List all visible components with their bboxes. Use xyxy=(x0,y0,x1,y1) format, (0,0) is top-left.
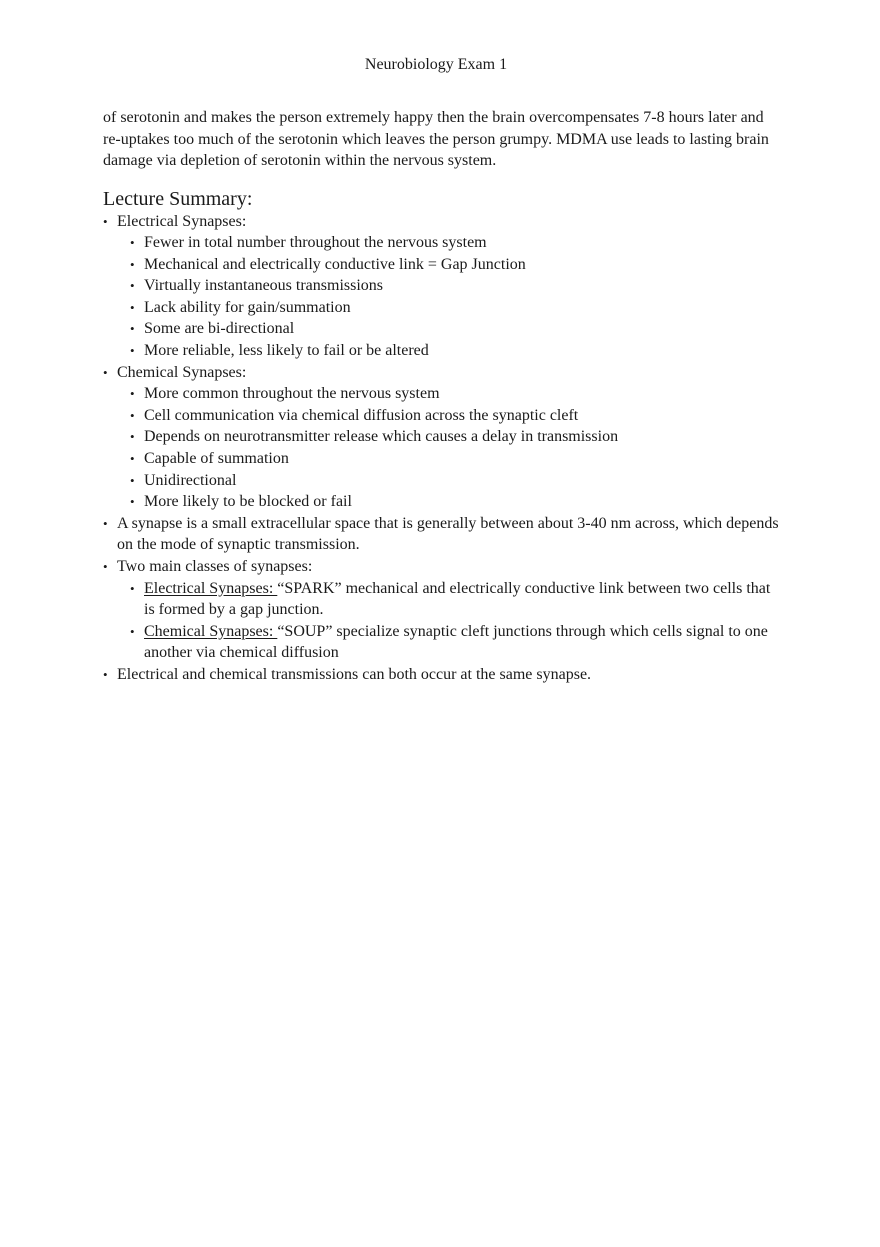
list-item xyxy=(130,426,783,448)
bullet-icon: • xyxy=(130,451,135,467)
bullet-icon: • xyxy=(130,278,135,294)
list-item-synapse-definition xyxy=(103,513,783,556)
list-item xyxy=(130,383,783,405)
list-item xyxy=(130,340,783,362)
list-item-text: More likely to be blocked or fail xyxy=(144,493,352,511)
list-item-text: Lack ability for gain/summation xyxy=(144,298,351,316)
list-item xyxy=(130,297,783,319)
list-item-label: Electrical Synapses: xyxy=(117,212,247,230)
list-item-text: A synapse is a small extracellular space that is generally between about 3-40 nm across, which depends on the mode of synaptic transmission. xyxy=(117,514,779,554)
list-item-text: Cell communication via chemical diffusion across the synaptic cleft xyxy=(144,406,579,424)
bullet-icon: • xyxy=(130,299,135,315)
list-item-label: Chemical Synapses: xyxy=(117,363,247,381)
list-item-label: Two main classes of synapses: xyxy=(117,558,313,575)
list-item xyxy=(130,470,783,492)
bullet-icon: • xyxy=(130,386,135,402)
bullet-icon: • xyxy=(130,580,135,596)
bullet-icon: • xyxy=(103,364,108,380)
page-content xyxy=(103,107,783,686)
list-item xyxy=(130,275,783,297)
list-item-text: Mechanical and electrically conductive link = Gap Junction xyxy=(144,255,526,273)
bullet-icon: • xyxy=(130,429,135,445)
list-item-text: Fewer in total number throughout the nervous system xyxy=(144,234,487,252)
chemical-sublist xyxy=(117,383,783,513)
list-item xyxy=(130,254,783,276)
electrical-sublist xyxy=(117,232,783,362)
term-description: “SOUP” specialize synaptic cleft junctions through which cells signal to one another via chemical diffusion xyxy=(144,622,768,662)
term-chemical: Chemical Synapses: xyxy=(144,622,278,640)
list-item xyxy=(130,232,783,254)
list-item-text: Electrical and chemical transmissions can both occur at the same synapse. xyxy=(117,665,592,683)
list-item xyxy=(130,448,783,470)
list-item-text: Capable of summation xyxy=(144,450,289,468)
bullet-icon: • xyxy=(130,623,135,639)
bullet-icon: • xyxy=(103,213,108,229)
list-item xyxy=(130,491,783,513)
term-description: “SPARK” mechanical and electrically conductive link between two cells that is formed by a gap junction. xyxy=(144,579,771,619)
classes-sublist xyxy=(117,578,783,664)
list-item-text: More reliable, less likely to fail or be altered xyxy=(144,342,429,360)
bullet-icon: • xyxy=(103,666,108,682)
section-title: Lecture Summary: xyxy=(103,187,253,210)
list-item xyxy=(130,405,783,427)
list-item-synapse-classes xyxy=(103,556,783,664)
bullet-icon: • xyxy=(130,407,135,423)
intro-paragraph: of serotonin and makes the person extremely happy then the brain overcompensates 7-8 hours later and re-uptakes too much of the serotonin which leaves the person grumpy. MDMA use leads to lasting brain damage via depletion of serotonin within the nervous system. xyxy=(103,109,769,169)
summary-list xyxy=(103,211,783,686)
bullet-icon: • xyxy=(130,321,135,337)
list-item-both-transmissions xyxy=(103,664,783,686)
list-item-text: More common throughout the nervous system xyxy=(144,385,440,403)
bullet-icon: • xyxy=(130,472,135,488)
list-item-chemical-class xyxy=(130,621,783,664)
bullet-icon: • xyxy=(130,343,135,359)
list-item-text: Unidirectional xyxy=(144,471,237,489)
list-item xyxy=(130,318,783,340)
list-item-text: Depends on neurotransmitter release which causes a delay in transmission xyxy=(144,428,619,446)
list-item-electrical-class xyxy=(130,578,783,621)
bullet-icon: • xyxy=(103,515,108,531)
list-item-electrical-synapses xyxy=(103,211,783,362)
term-electrical: Electrical Synapses: xyxy=(144,579,278,597)
bullet-icon: • xyxy=(130,256,135,272)
bullet-icon: • xyxy=(130,235,135,251)
bullet-icon: • xyxy=(103,559,108,574)
bullet-icon: • xyxy=(130,494,135,510)
list-item-chemical-synapses xyxy=(103,362,783,513)
list-item-text: Some are bi-directional xyxy=(144,320,295,338)
page-header: Neurobiology Exam 1 xyxy=(364,56,508,73)
list-item-text: Virtually instantaneous transmissions xyxy=(144,277,384,295)
